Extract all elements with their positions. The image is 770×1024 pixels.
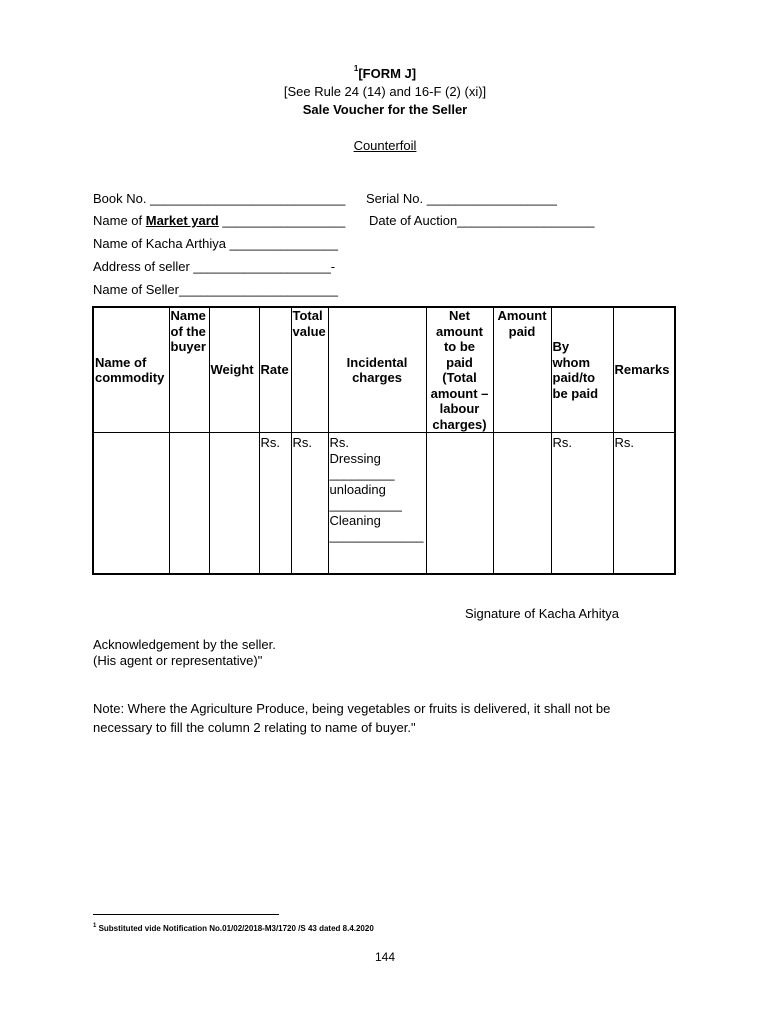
counterfoil-heading: Counterfoil	[353, 138, 417, 153]
header-weight: Weight	[209, 307, 259, 433]
footnote: $^1$ Substituted vide Notification No.01/02/2018-M3/1720 /S 43 dated 8.4.2020	[93, 923, 374, 933]
market-yard-label: Market yard	[145, 213, 219, 228]
kacha-arthiya-field: Name of Kacha Arthiya _______________	[93, 236, 339, 251]
rule-reference: [See Rule 24 (14) and 16-F (2) (xi)]	[283, 84, 487, 99]
cell-weight	[209, 433, 259, 575]
header-total-value: Total value	[291, 307, 328, 433]
header-net-amount: Net amount to be paid (Total amount – labour charges)	[426, 307, 493, 433]
cell-buyer	[169, 433, 209, 575]
table-row	[93, 433, 675, 575]
note-paragraph: Note: Where the Agriculture Produce, being vegetables or fruits is delivered, it shall not be necessary to fill the column 2 relating to name of buyer."	[93, 701, 611, 735]
cell-rate: Rs.	[259, 433, 291, 575]
voucher-table	[92, 306, 676, 575]
market-yard-field: Name of Market yard _________________	[93, 213, 346, 228]
header-remarks: Remarks	[613, 307, 675, 433]
date-of-auction-field: Date of Auction___________________	[369, 213, 595, 228]
header-rate: Rate	[259, 307, 291, 433]
form-title: $^1$[FORM J]	[353, 64, 417, 81]
page-number: 144	[374, 950, 396, 964]
form-subtitle: Sale Voucher for the Seller	[302, 102, 468, 117]
cell-remarks: Rs.	[613, 433, 675, 575]
header-buyer: Name of the buyer	[169, 307, 209, 433]
cell-net-amount	[426, 433, 493, 575]
header-amount-paid: Amount paid	[493, 307, 551, 433]
address-of-seller-field: Address of seller ___________________-	[93, 259, 336, 274]
book-no-field: Book No. ___________________________	[93, 191, 346, 206]
acknowledgement: Acknowledgement by the seller. (His agent or representative)"	[93, 637, 276, 668]
cell-amount-paid	[493, 433, 551, 575]
header-commodity: Name of commodity	[93, 307, 169, 433]
cell-incidental-charges: Rs. Dressing _________ unloading __________ Cleaning _____________	[328, 433, 426, 575]
cell-total-value: Rs.	[291, 433, 328, 575]
cell-by-whom: Rs.	[551, 433, 613, 575]
serial-no-field: Serial No. __________________	[366, 191, 557, 206]
footnote-marker: 1	[353, 64, 359, 73]
table-header-row	[93, 307, 675, 433]
signature-line: Signature of Kacha Arhitya	[465, 606, 619, 621]
name-of-seller-field: Name of Seller______________________	[93, 282, 339, 297]
header-by-whom: By whom paid/to be paid	[551, 307, 613, 433]
cell-commodity	[93, 433, 169, 575]
footnote-divider	[93, 914, 279, 915]
header-incidental-charges: Incidental charges	[328, 307, 426, 433]
